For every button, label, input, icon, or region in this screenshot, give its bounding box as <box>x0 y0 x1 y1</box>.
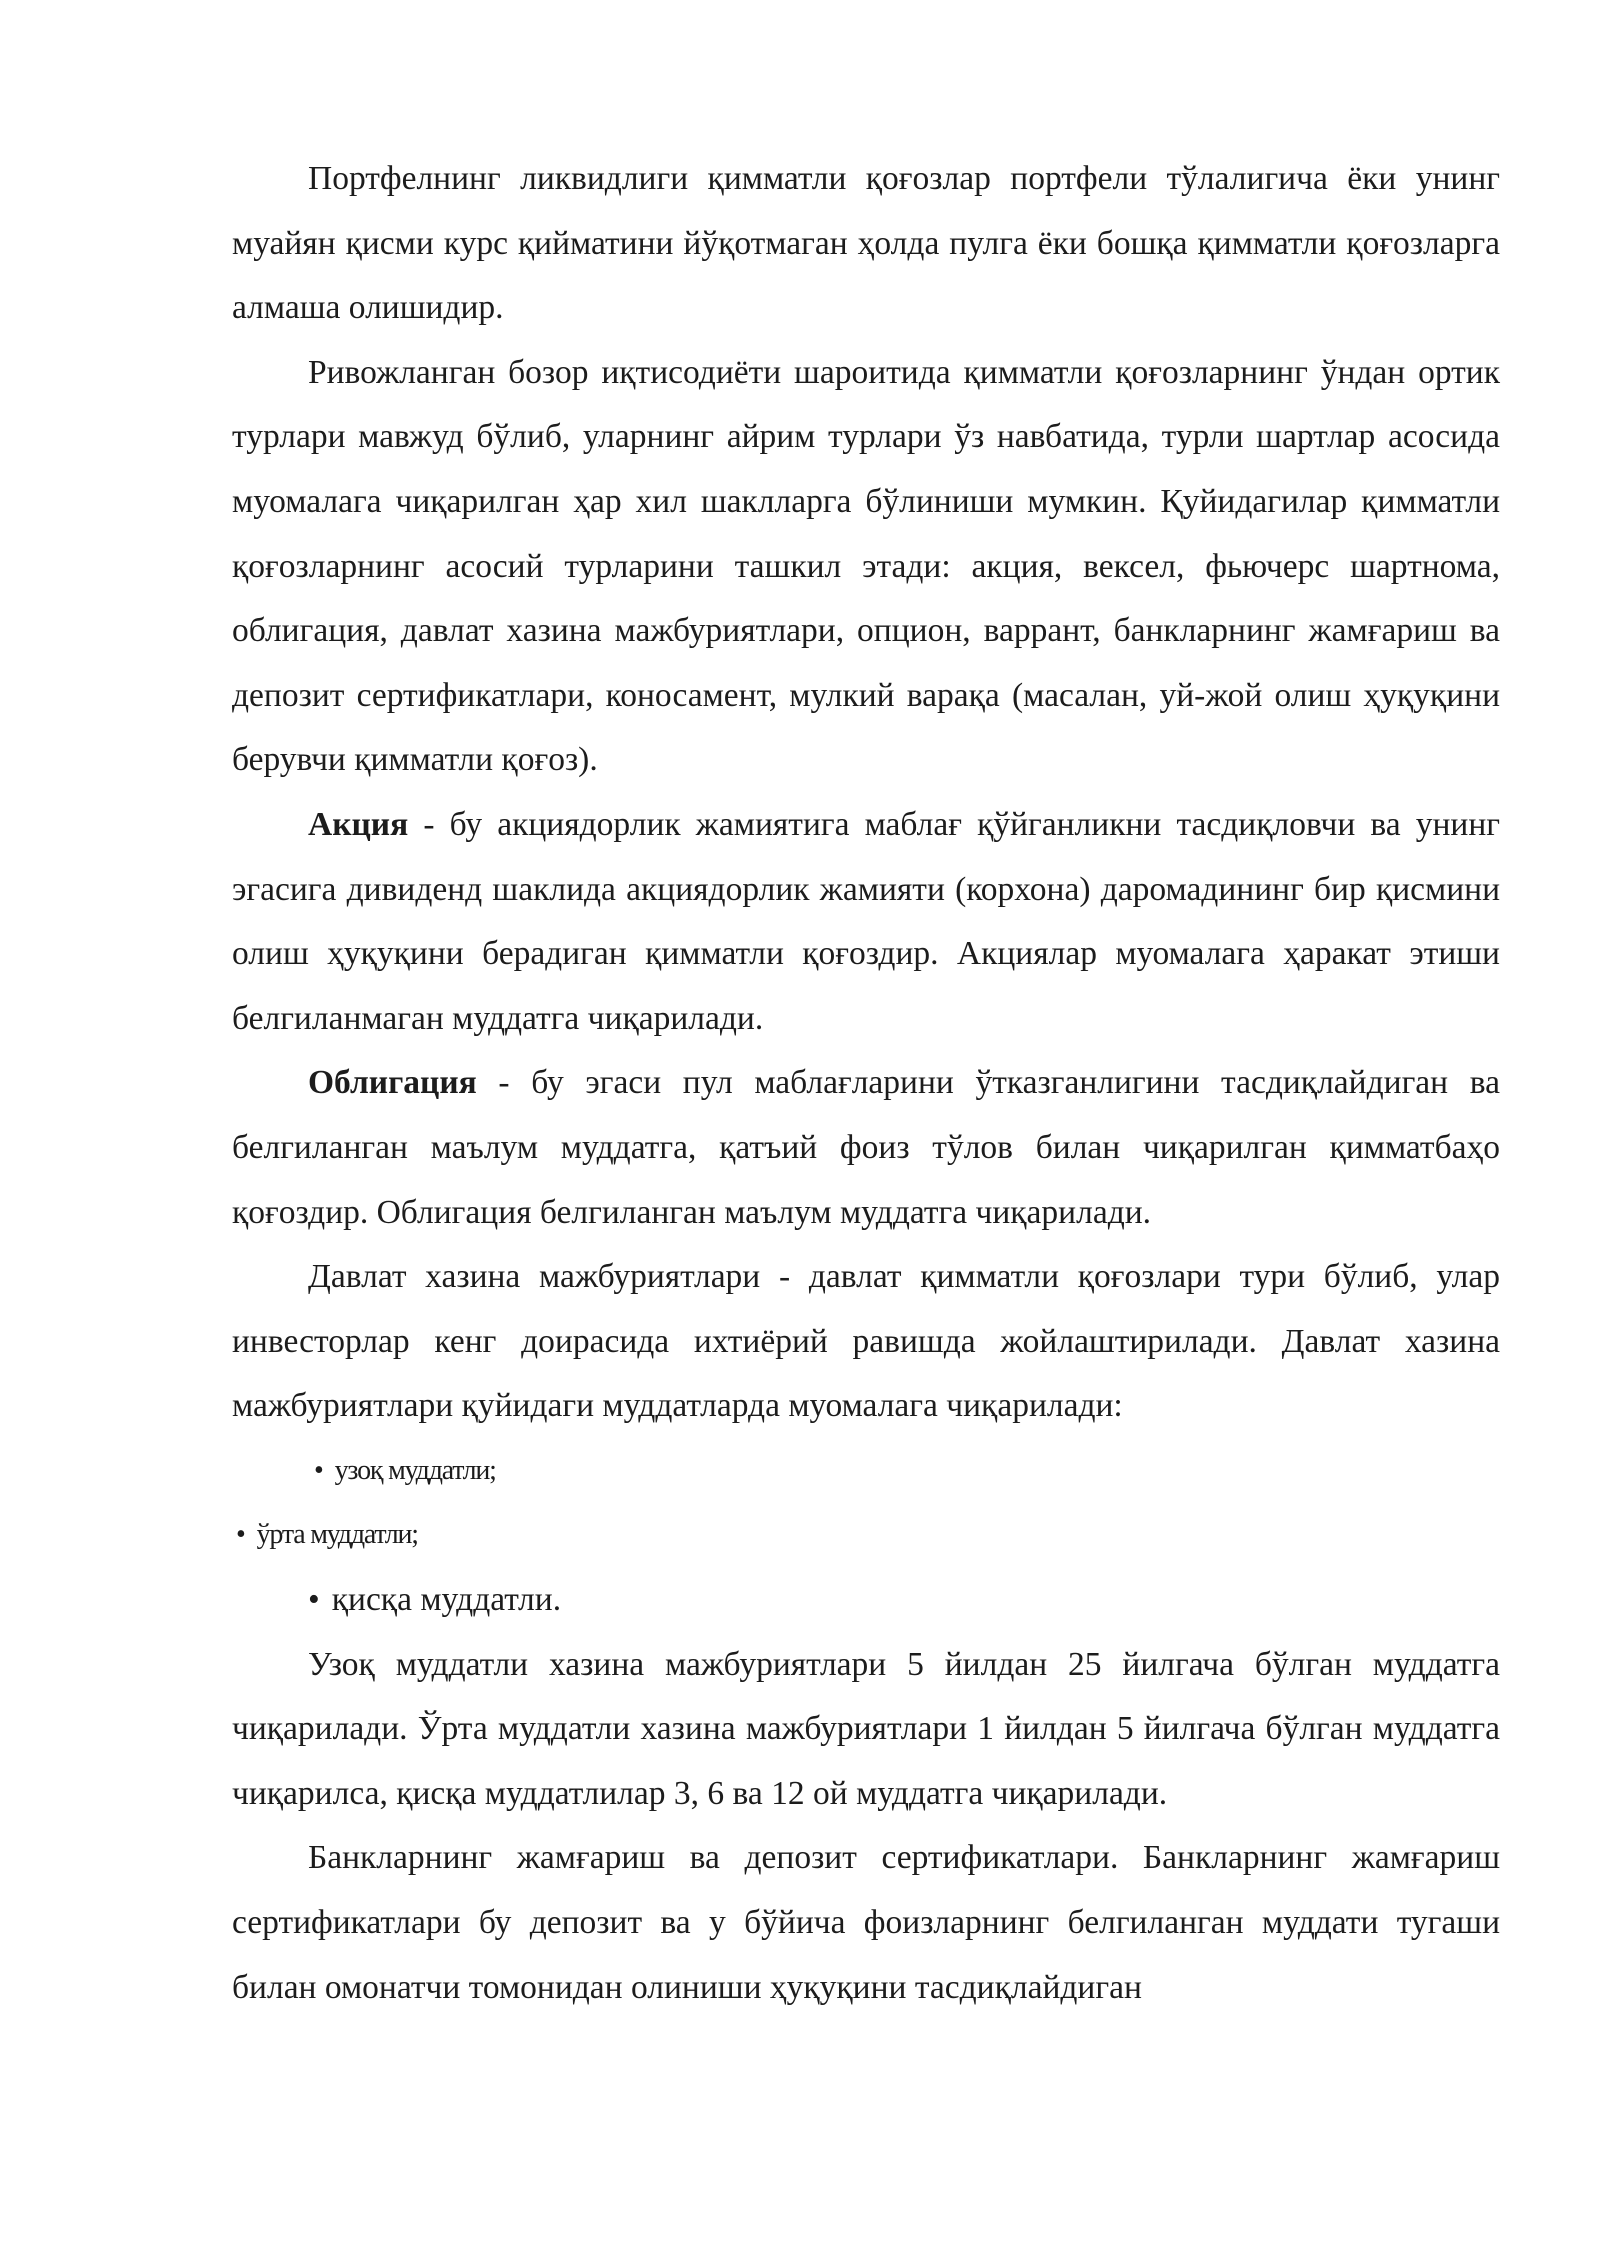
paragraph-share-definition <box>232 793 1500 1051</box>
paragraph-text: Давлат хазина мажбуриятлари - давлат қимматли қоғозлари тури бўлиб, улар инвесторлар кенг доирасида ихтиёрий равишда жойлаштирилади. Давлат хазина мажбуриятлари қуйидаги муддатларда муомалага чиқарилади: <box>232 1258 1500 1425</box>
bullet-marker: • <box>308 1581 320 1619</box>
paragraph-text: Банкларнинг жамғариш ва депозит сертификатлари. Банкларнинг жамғариш сертификатлари бу депозит ва у бўйича фоизларнинг белгиланган муддати тугаши билан омонатчи томонидан олиниши ҳуқуқини тасдиқлайдиган <box>232 1839 1500 2006</box>
paragraph-treasury-obligations <box>232 1245 1500 1439</box>
paragraph-term-lengths <box>232 1633 1500 1827</box>
list-item-text: узоқ муддатли; <box>334 1454 496 1486</box>
term-share: Акция <box>308 805 409 843</box>
list-item-short-term <box>232 1568 1500 1633</box>
list-item-medium-term <box>232 1503 1500 1568</box>
term-bond: Облигация <box>308 1064 477 1102</box>
bullet-marker: • <box>314 1454 323 1486</box>
document-body <box>232 147 1500 2020</box>
paragraph-text: Ривожланган бозор иқтисодиёти шароитида қимматли қоғозларнинг ўндан ортик турлари мавжуд бўлиб, уларнинг айрим турлари ўз навбатида, турли шартлар асосида муомалага чиқарилган ҳар хил шаклларга бўлиниши мумкин. Қуйидагилар қимматли қоғозларнинг асосий турларини ташкил этади: акция, вексел, фьючерс шартнома, облигация, давлат хазина мажбуриятлари, опцион, варрант, банкларнинг жамғариш ва депозит сертификатлари, коносамент, мулкий варақа (масалан, уй-жой олиш ҳуқуқини берувчи қимматли қоғоз). <box>232 353 1500 779</box>
paragraph-text: - бу эгаси пул маблағларини ўтказганлигини тасдиқлайдиган ва белгиланган маълум муддатга, қатъий фоиз тўлов билан чиқарилган қимматбаҳо қоғоздир. Облигация белгиланган маълум муддатга чиқарилади. <box>232 1064 1500 1231</box>
paragraph-bank-certificates <box>232 1826 1500 2020</box>
paragraph-bond-definition <box>232 1051 1500 1245</box>
paragraph-text: Портфелнинг ликвидлиги қимматли қоғозлар портфели тўлалигича ёки унинг муайян қисми курс қийматини йўқотмаган ҳолда пулга ёки бошқа қимматли қоғозларга алмаша олишидир. <box>232 160 1500 327</box>
bullet-marker: • <box>236 1519 245 1551</box>
list-item-long-term <box>232 1439 1500 1504</box>
list-item-text: ўрта муддатли; <box>256 1519 418 1551</box>
paragraph-text: - бу акциядорлик жамиятига маблағ қўйганликни тасдиқловчи ва унинг эгасига дивиденд шаклида акциядорлик жамияти (корхона) даромадининг бир қисмини олиш ҳуқуқини берадиган қимматли қоғоздир. Акциялар муомалага ҳаракат этиши белгиланмаган муддатга чиқарилади. <box>232 805 1500 1037</box>
paragraph-portfolio-liquidity <box>232 147 1500 341</box>
paragraph-securities-types <box>232 341 1500 793</box>
paragraph-text: Узоқ муддатли хазина мажбуриятлари 5 йилдан 25 йилгача бўлган муддатга чиқарилади. Ўрта муддатли хазина мажбуриятлари 1 йилдан 5 йилгача бўлган муддатга чиқарилса, қисқа муддатлилар 3, 6 ва 12 ой муддатга чиқарилади. <box>232 1645 1500 1812</box>
list-item-text: қисқа муддатли. <box>331 1581 562 1619</box>
